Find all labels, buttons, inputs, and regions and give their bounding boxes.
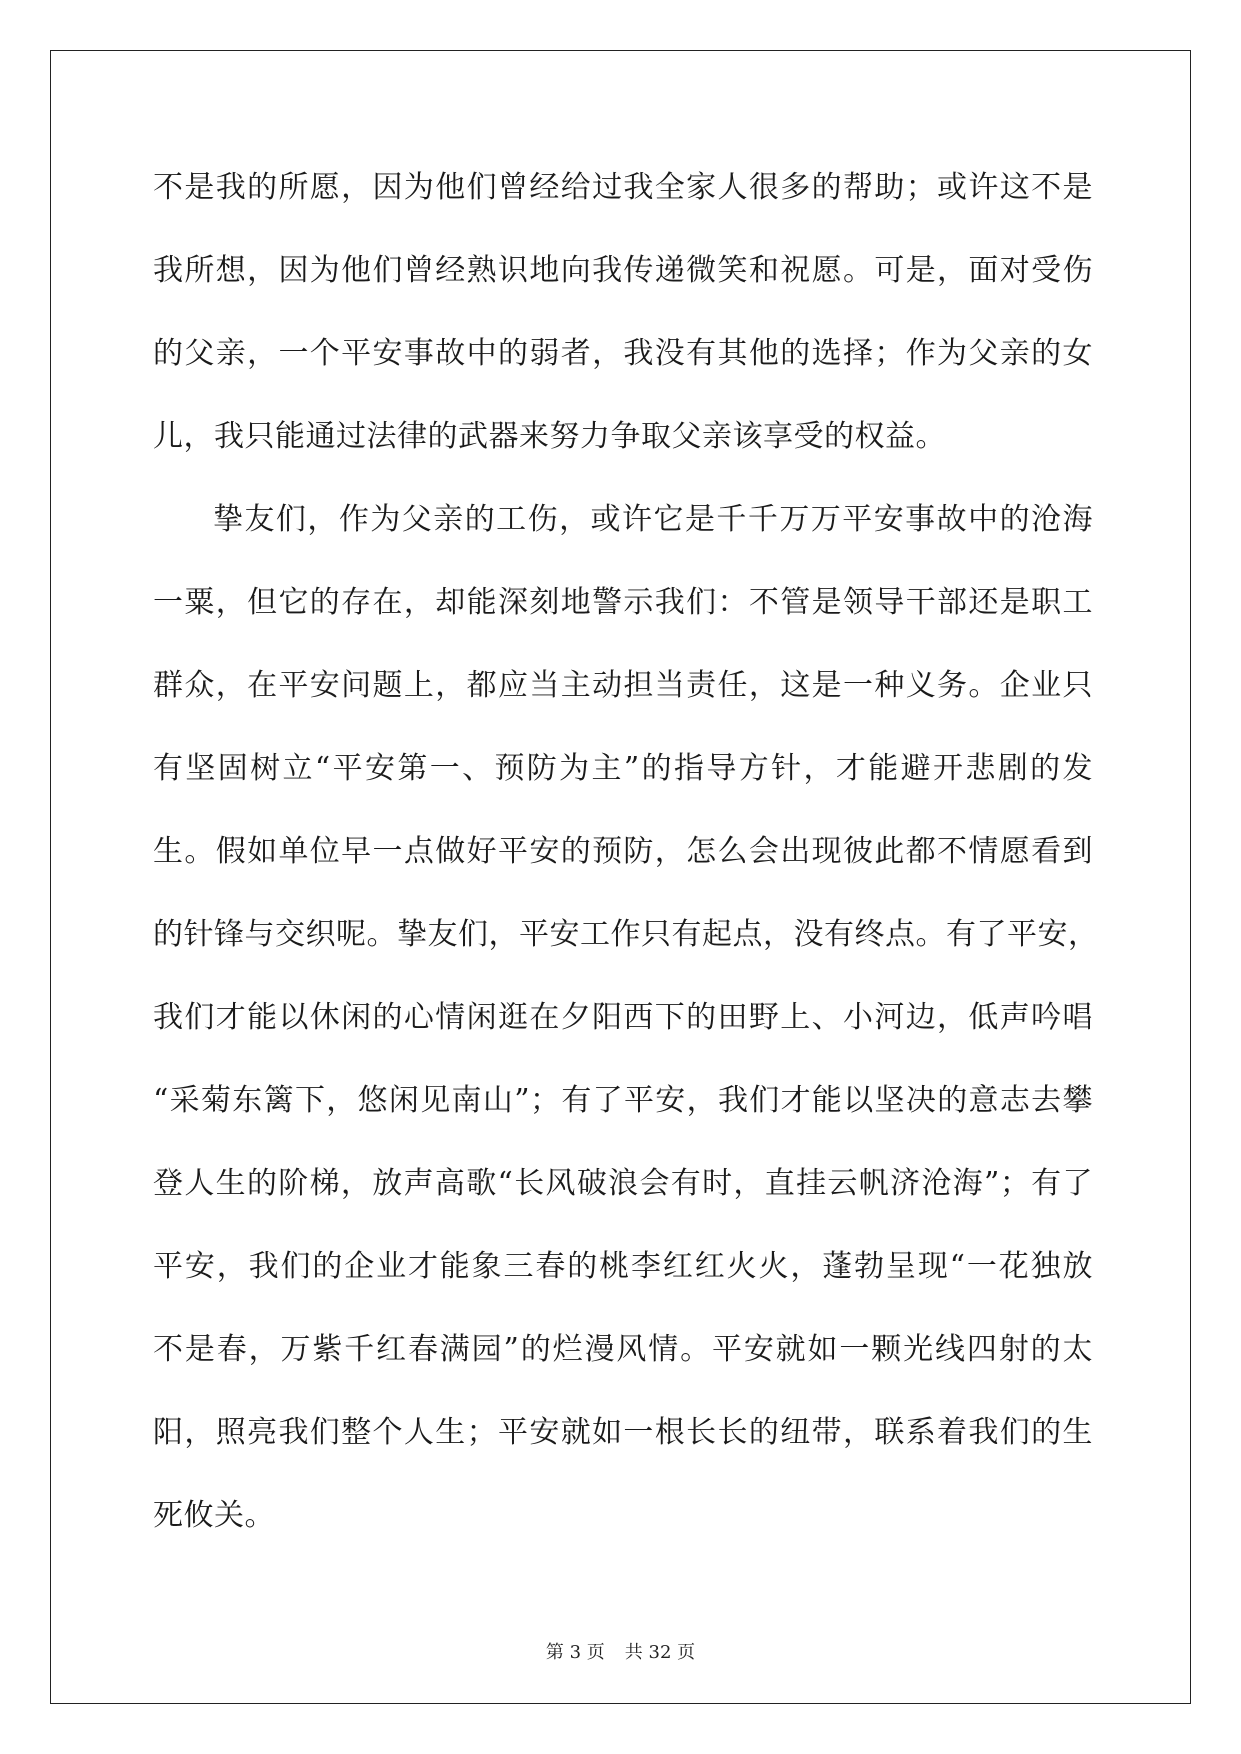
page-footer (0, 1638, 1241, 1664)
text-line: 阳，照亮我们整个人生；平安就如一根长长的纽带，联系着我们的生 (153, 1415, 1093, 1450)
text-line: 生。假如单位早一点做好平安的预防，怎么会出现彼此都不情愿看到 (153, 834, 1093, 869)
text-line: 有坚固树立“平安第一、预防为主”的指导方针，才能避开悲剧的发 (153, 751, 1093, 786)
text-line: 一粟，但它的存在，却能深刻地警示我们：不管是领导干部还是职工 (153, 585, 1093, 620)
paragraph-first-line: 挚友们，作为父亲的工伤，或许它是千千万万平安事故中的沧海 (213, 502, 1093, 537)
text-line: 不是我的所愿，因为他们曾经给过我全家人很多的帮助；或许这不是 (153, 170, 1093, 205)
text-line: 我所想，因为他们曾经熟识地向我传递微笑和祝愿。可是，面对受伤 (153, 253, 1093, 288)
page-total: 共 32 页 (624, 1642, 696, 1663)
text-line: 我们才能以休闲的心情闲逛在夕阳西下的田野上、小河边，低声吟唱 (153, 1000, 1093, 1035)
text-line: 平安，我们的企业才能象三春的桃李红红火火，蓬勃呈现“一花独放 (153, 1249, 1093, 1284)
document-body (153, 160, 1099, 1571)
text-line: 的针锋与交织呢。挚友们，平安工作只有起点，没有终点。有了平安， (153, 917, 1099, 952)
text-line: 不是春，万紫千红春满园”的烂漫风情。平安就如一颗光线四射的太 (153, 1332, 1093, 1367)
text-line: 群众，在平安问题上，都应当主动担当责任，这是一种义务。企业只 (153, 668, 1093, 703)
text-line: 的父亲，一个平安事故中的弱者，我没有其他的选择；作为父亲的女 (153, 336, 1093, 371)
text-line: “采菊东篱下，悠闲见南山”；有了平安，我们才能以坚决的意志去攀 (153, 1083, 1093, 1118)
text-line: 儿，我只能通过法律的武器来努力争取父亲该享受的权益。 (153, 419, 946, 454)
text-line: 登人生的阶梯，放声高歌“长风破浪会有时，直挂云帆济沧海”；有了 (153, 1166, 1093, 1201)
text-line: 死攸关。 (153, 1498, 275, 1533)
page-number: 第 3 页 (545, 1642, 605, 1663)
